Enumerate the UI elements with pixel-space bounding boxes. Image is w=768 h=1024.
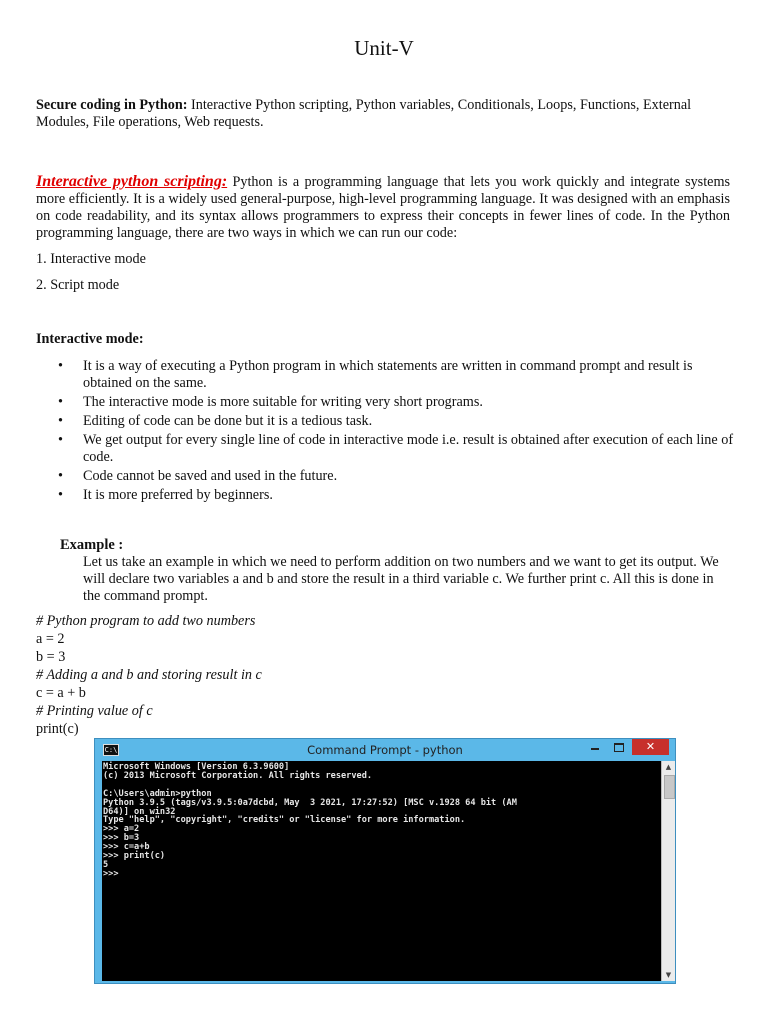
interactive-mode-bullet-list <box>36 358 736 506</box>
bullet-icon: • <box>58 413 63 429</box>
bullet-icon: • <box>58 487 63 503</box>
code-comment-line: # Python program to add two numbers <box>36 613 256 629</box>
list-item <box>36 358 736 392</box>
example-heading: Example : <box>60 537 124 553</box>
list-item <box>36 468 736 485</box>
minimize-button[interactable] <box>584 739 606 755</box>
code-line: c = a + b <box>36 685 86 701</box>
close-button[interactable]: ✕ <box>632 739 669 755</box>
mode-item-interactive: 1. Interactive mode <box>36 251 146 267</box>
code-line: b = 3 <box>36 649 66 665</box>
intro-paragraph <box>36 97 730 131</box>
command-prompt-window <box>94 738 676 984</box>
interactive-mode-heading: Interactive mode: <box>36 331 144 347</box>
mode-item-script: 2. Script mode <box>36 277 120 293</box>
list-item <box>36 432 736 466</box>
bullet-text: We get output for every single line of code in interactive mode i.e. result is obtained after execution of each line of code. <box>83 432 734 465</box>
bullet-icon: • <box>58 468 63 484</box>
scroll-down-arrow-icon[interactable]: ▼ <box>665 971 672 979</box>
code-comment-line: # Printing value of c <box>36 703 153 719</box>
bullet-icon: • <box>58 432 63 448</box>
maximize-button[interactable] <box>608 739 630 755</box>
list-item <box>36 487 736 504</box>
page-title: Unit-V <box>354 36 414 60</box>
bullet-text: It is more preferred by beginners. <box>83 487 273 503</box>
list-item <box>36 394 736 411</box>
bullet-icon: • <box>58 358 63 374</box>
window-title-bar[interactable] <box>95 739 675 761</box>
scroll-up-arrow-icon[interactable]: ▲ <box>665 763 672 771</box>
intro-label: Secure coding in Python: <box>36 97 188 113</box>
scrollbar-thumb[interactable] <box>664 775 675 799</box>
bullet-text: Code cannot be saved and used in the future. <box>83 468 338 484</box>
code-line: a = 2 <box>36 631 65 647</box>
bullet-text: The interactive mode is more suitable for writing very short programs. <box>83 394 483 410</box>
console-text: Microsoft Windows [Version 6.3.9600] (c) 2013 Microsoft Corporation. All rights reserved. C:\Users\admin>python Python 3.9.5 (tags/v3.9.5:0a7dcbd, May 3 2021, 17:27:52) [MSC v.1928 64 bit (AM D64)] on win32 Type "help", "copyright", "credits" or "license" for more information. >>> a=2 >>> b=3 >>> c=a+b >>> print(c) 5 >>> <box>103 762 517 879</box>
console-output-area[interactable] <box>102 761 661 981</box>
bullet-icon: • <box>58 394 63 410</box>
code-line: print(c) <box>36 721 79 737</box>
vertical-scrollbar[interactable] <box>661 761 675 981</box>
intro-text: Interactive Python scripting, Python variables, Conditionals, Loops, Functions, External Modules, File operations, Web requests. <box>36 97 692 130</box>
interactive-scripting-paragraph <box>36 173 730 242</box>
list-item <box>36 413 736 430</box>
window-title: Command Prompt - python <box>307 743 463 757</box>
code-comment-line: # Adding a and b and storing result in c <box>36 667 262 683</box>
bullet-text: Editing of code can be done but it is a tedious task. <box>83 413 373 429</box>
interactive-scripting-text: Python is a programming language that lets you work quickly and integrate systems more efficiently. It is a widely used general-purpose, high-level programming language. It was designed with an emphasis on code readability, and its syntax allows programmers to express their concepts in fewer lines of code. In the Python programming language, there are two ways in which we can run our code: <box>36 174 731 241</box>
bullet-text: It is a way of executing a Python program in which statements are written in command prompt and result is obtained on the same. <box>83 358 693 391</box>
interactive-scripting-heading: Interactive python scripting: <box>36 173 228 190</box>
console-app-icon: C:\ <box>104 746 118 754</box>
example-text: Let us take an example in which we need to perform addition on two numbers and we want to get its output. We will declare two variables a and b and store the result in a third variable c. We further print c. All this is done in the command prompt. <box>83 554 719 604</box>
